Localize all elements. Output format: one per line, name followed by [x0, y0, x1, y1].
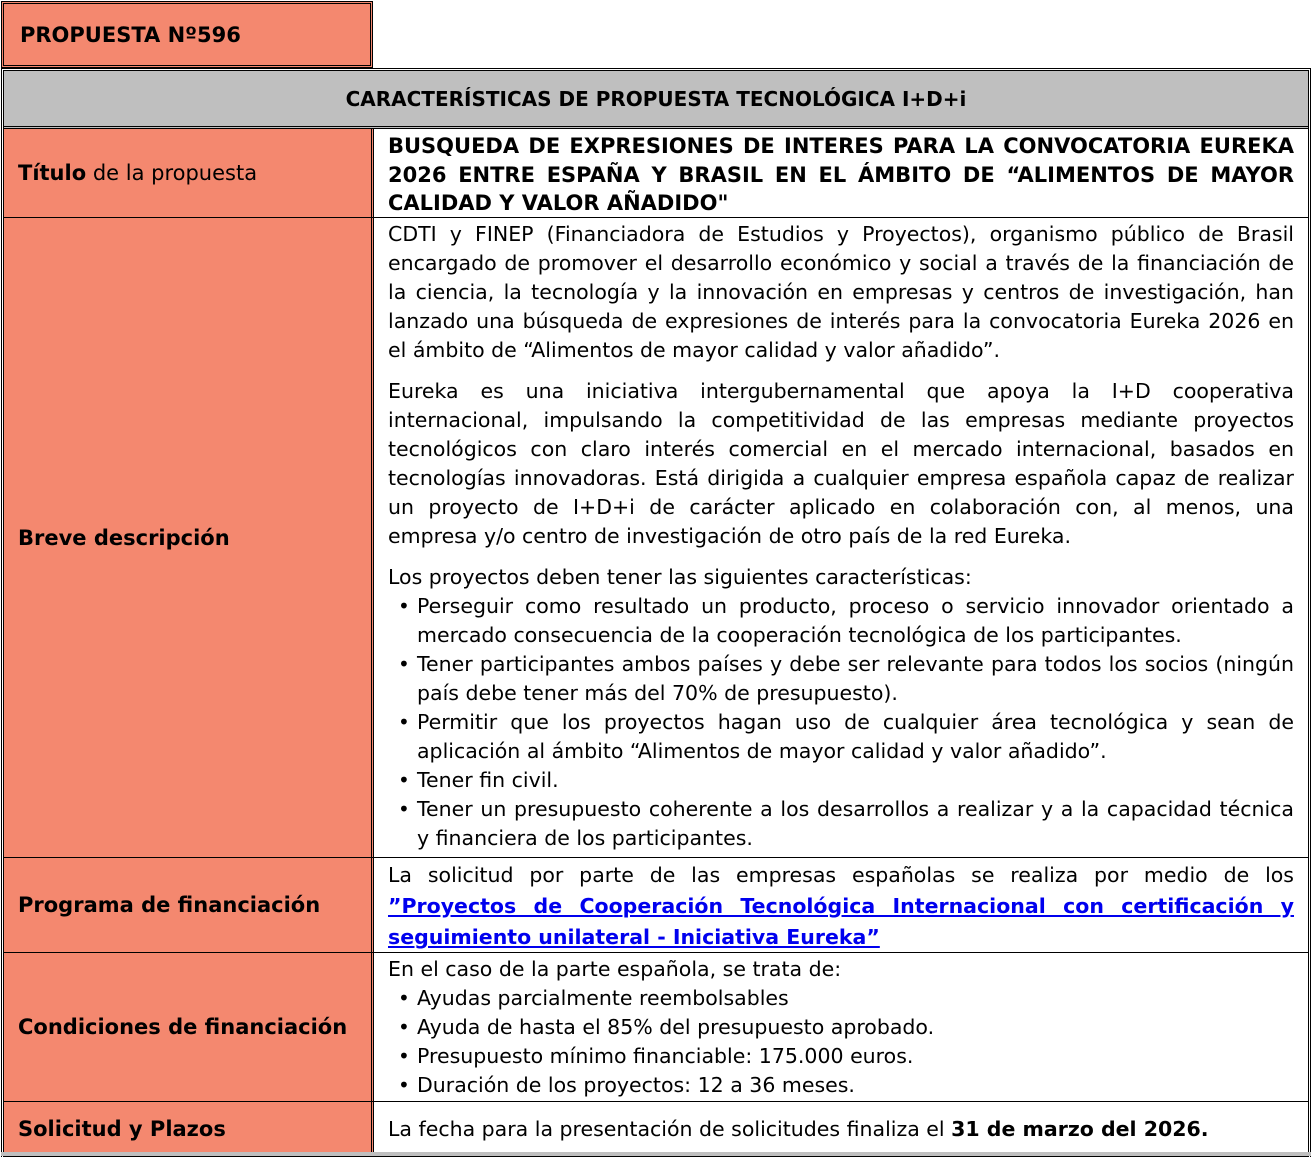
list-item: • Tener participantes ambos países y debe ser relevante para todos los socios (ningún país debe tener más del 70% de presupuesto). [398, 650, 1294, 708]
deadline-date: 31 de marzo del 2026. [951, 1116, 1209, 1141]
label-plazos [4, 1102, 374, 1156]
plazos-text-plain: La fecha para la presentación de solicitudes finaliza el [388, 1116, 952, 1141]
plazos-text [388, 1115, 1209, 1144]
list-item: • Tener un presupuesto coherente a los desarrollos a realizar y a la capacidad técnica y financiera de los participantes. [398, 795, 1294, 853]
list-item: • Duración de los proyectos: 12 a 36 meses. [398, 1071, 1294, 1100]
row-programa [4, 858, 1308, 953]
list-item: • Perseguir como resultado un producto, proceso o servicio innovador orientado a mercado consecuencia de la cooperación tecnológica de los participantes. [398, 592, 1294, 650]
row-descripcion [4, 218, 1308, 858]
program-link[interactable]: ”Proyectos de Cooperación Tecnológica Internacional con certificación y seguimiento unilateral - Iniciativa Eureka” [388, 894, 1294, 949]
proposal-number: PROPUESTA Nº596 [1, 1, 373, 68]
label-programa [4, 858, 374, 952]
label-descripcion [4, 218, 374, 857]
bottom-rule [1, 1152, 1311, 1156]
label-condiciones [4, 953, 374, 1101]
value-plazos [374, 1102, 1308, 1156]
label-programa-text: Programa de financiación [18, 893, 321, 917]
characteristics-block [388, 563, 1294, 853]
label-descripcion-text: Breve descripción [18, 525, 230, 550]
list-item: • Permitir que los proyectos hagan uso de cualquier área tecnológica y sean de aplicación al ámbito “Alimentos de mayor calidad y valor añadido”. [398, 708, 1294, 766]
value-condiciones [374, 953, 1308, 1101]
label-condiciones-text: Condiciones de financiación [18, 1015, 348, 1039]
condiciones-list [388, 984, 1294, 1100]
label-plazos-text: Solicitud y Plazos [18, 1117, 226, 1141]
value-programa [374, 858, 1308, 952]
label-titulo-rest: de la propuesta [86, 161, 258, 185]
characteristics-list [388, 592, 1294, 853]
value-descripcion [374, 218, 1308, 857]
row-condiciones [4, 953, 1308, 1102]
proposal-table [1, 68, 1311, 1157]
top-row [0, 0, 1313, 68]
list-item: • Presupuesto mínimo financiable: 175.000 euros. [398, 1042, 1294, 1071]
row-titulo [4, 129, 1308, 218]
description-paragraph-2: Eureka es una iniciativa intergubernamental que apoya la I+D cooperativa internacional, impulsando la competitividad de las empresas mediante proyectos tecnológicos con claro interés comercial en el mercado internacional, basados en tecnologías innovadoras. Está dirigida a cualquier empresa española capaz de realizar un proyecto de I+D+i de carácter aplicado en colaboración con, al menos, una empresa y/o centro de investigación de otro país de la red Eureka. [388, 379, 1294, 548]
list-item: • Tener fin civil. [398, 766, 1294, 795]
value-titulo: BUSQUEDA DE EXPRESIONES DE INTERES PARA LA CONVOCATORIA EUREKA 2026 ENTRE ESPAÑA Y BRASIL EN EL ÁMBITO DE “ALIMENTOS DE MAYOR CALIDAD Y VALOR AÑADIDO" [388, 134, 1294, 215]
programa-text: La solicitud por parte de las empresas españolas se realiza por medio de los [388, 863, 1294, 887]
label-titulo [4, 129, 374, 217]
label-titulo-bold: Título [18, 161, 87, 185]
list-item: • Ayuda de hasta el 85% del presupuesto aprobado. [398, 1013, 1294, 1042]
description-paragraph-1: CDTI y FINEP (Financiadora de Estudios y Proyectos), organismo público de Brasil encargado de promover el desarrollo económico y social a través de la financiación de la ciencia, la tecnología y la innovación en empresas y centros de investigación, han lanzado una búsqueda de expresiones de interés para la convocatoria Eureka 2026 en el ámbito de “Alimentos de mayor calidad y valor añadido”. [388, 222, 1294, 362]
section-header: CARACTERÍSTICAS DE PROPUESTA TECNOLÓGICA I+D+i [4, 71, 1308, 129]
row-plazos [4, 1102, 1308, 1156]
list-item: • Ayudas parcialmente reembolsables [398, 984, 1294, 1013]
characteristics-intro: Los proyectos deben tener las siguientes características: [388, 565, 972, 589]
condiciones-intro: En el caso de la parte española, se trata de: [388, 957, 842, 981]
